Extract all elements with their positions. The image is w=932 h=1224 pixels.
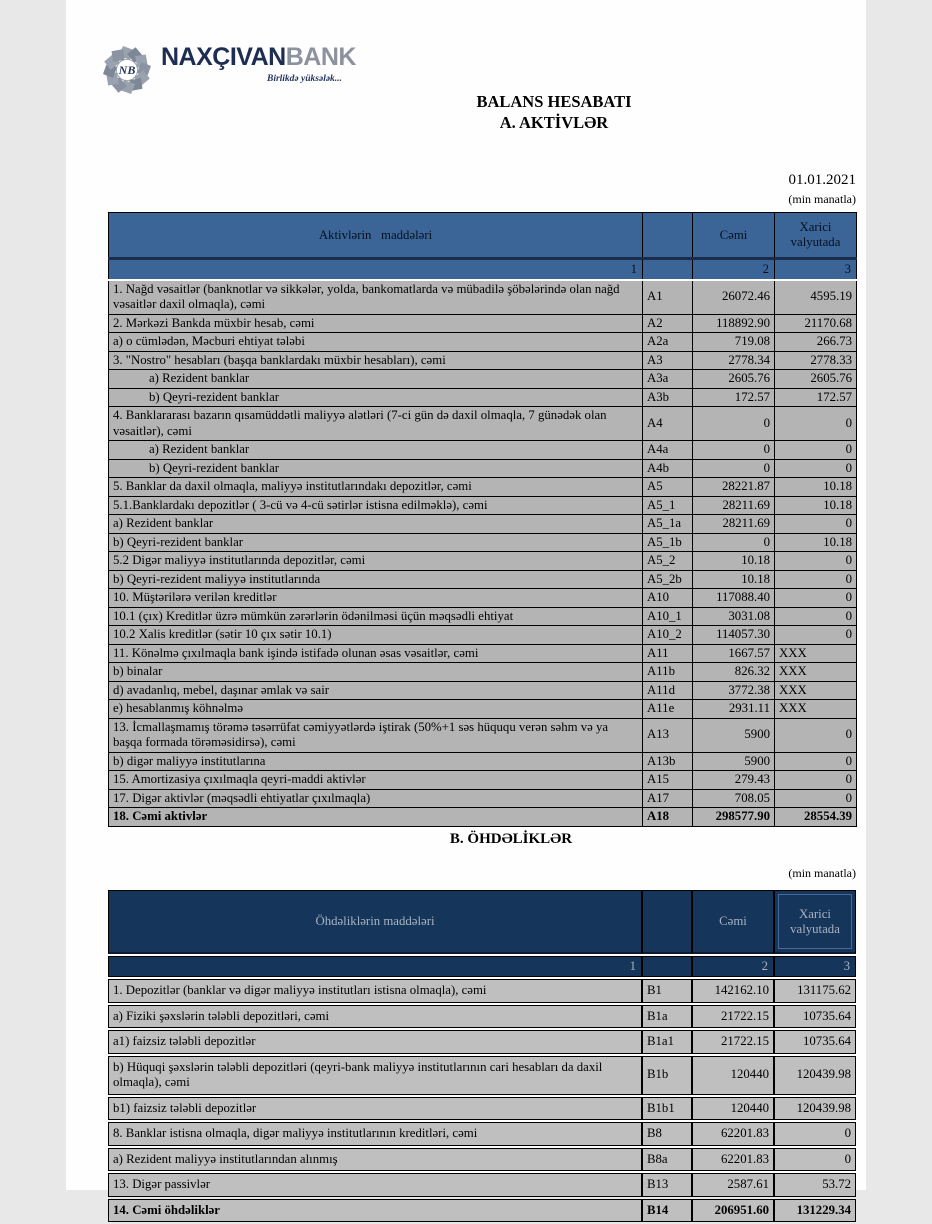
row-code: A5_1: [643, 496, 693, 515]
table-row: [109, 607, 857, 626]
row-total: 172.57: [693, 388, 775, 407]
table-row: [108, 1148, 856, 1172]
row-fx: 4595.19: [775, 280, 857, 315]
table-row: [108, 1199, 856, 1223]
table-row: [108, 979, 856, 1003]
row-label: b) binalar: [109, 663, 643, 682]
row-fx: 2778.33: [775, 351, 857, 370]
row-code: A5_2: [643, 552, 693, 571]
table-row: [109, 333, 857, 352]
row-label: a) Fiziki şəxslərin tələbli depozitləri, cəmi: [108, 1005, 642, 1029]
table-row: [109, 478, 857, 497]
row-fx: 0: [775, 459, 857, 478]
row-code: A2a: [643, 333, 693, 352]
row-total: 0: [693, 459, 775, 478]
assets-header-items: Aktivlərin maddələri: [109, 213, 643, 259]
row-fx: 53.72: [774, 1173, 856, 1197]
table-row: [109, 280, 857, 315]
row-code: A3: [643, 351, 693, 370]
bank-logo: [101, 44, 356, 96]
row-total: 708.05: [693, 789, 775, 808]
table-row: [108, 1030, 856, 1054]
row-label: 5. Banklar da daxil olmaqla, maliyyə institutlarındakı depozitlər, cəmi: [109, 478, 643, 497]
row-label: 1. Depozitlər (banklar və digər maliyyə institutları istisna olmaqla), cəmi: [108, 979, 642, 1003]
row-label: a) Rezident banklar: [109, 441, 643, 460]
table-row: [109, 752, 857, 771]
assets-header-fx: Xarici valyutada: [775, 213, 857, 259]
liabilities-header-total: Cəmi: [692, 890, 774, 954]
row-code: A10: [643, 589, 693, 608]
row-total: 3772.38: [693, 681, 775, 700]
row-fx: 0: [775, 718, 857, 752]
table-row: [109, 388, 857, 407]
row-fx: 0: [775, 752, 857, 771]
row-fx: XXX: [775, 681, 857, 700]
row-code: A11d: [643, 681, 693, 700]
row-total: 2778.34: [693, 351, 775, 370]
table-row: [109, 589, 857, 608]
assets-header-code: [643, 213, 693, 259]
row-total: 117088.40: [693, 589, 775, 608]
row-label: 5.1.Banklardakı depozitlər ( 3-cü və 4-cü sətirlər istisna edilməklə), cəmi: [109, 496, 643, 515]
table-row: [109, 370, 857, 389]
col-number-1: 1: [109, 259, 643, 280]
row-fx: 0: [775, 589, 857, 608]
row-code: A5: [643, 478, 693, 497]
row-total: 298577.90: [693, 808, 775, 827]
row-total: 5900: [693, 718, 775, 752]
row-label: 10.2 Xalis kreditlər (sətir 10 çıx sətir 10.1): [109, 626, 643, 645]
row-label: a) Rezident maliyyə institutlarından alınmış: [108, 1148, 642, 1172]
row-code: A4a: [643, 441, 693, 460]
row-label: d) avadanlıq, mebel, daşınar əmlak və sair: [109, 681, 643, 700]
row-label: 3. "Nostro" hesabları (başqa banklardakı müxbir hesabları), cəmi: [109, 351, 643, 370]
row-total: 62201.83: [692, 1122, 774, 1146]
col-number-3: 3: [775, 259, 857, 280]
row-label: b) Qeyri-rezident banklar: [109, 388, 643, 407]
row-code: A2: [643, 314, 693, 333]
liabilities-table: [108, 888, 856, 1224]
row-fx: 0: [775, 626, 857, 645]
row-label: b1) faizsiz tələbli depozitlər: [108, 1097, 642, 1121]
row-code: A10_1: [643, 607, 693, 626]
row-fx: 10735.64: [774, 1005, 856, 1029]
row-label: b) Qeyri-rezident maliyyə institutlarında: [109, 570, 643, 589]
table-row: [108, 1122, 856, 1146]
bank-name-secondary: BANK: [285, 43, 356, 71]
row-label: 8. Banklar istisna olmaqla, digər maliyyə institutlarının kreditləri, cəmi: [108, 1122, 642, 1146]
row-label: 17. Digər aktivlər (məqsədli ehtiyatlar çıxılmaqla): [109, 789, 643, 808]
row-fx: 172.57: [775, 388, 857, 407]
row-total: 2931.11: [693, 700, 775, 719]
row-code: B8a: [642, 1148, 692, 1172]
row-fx: 0: [775, 789, 857, 808]
row-code: B1: [642, 979, 692, 1003]
row-label: 14. Cəmi öhdəliklər: [108, 1199, 642, 1223]
row-total: 5900: [693, 752, 775, 771]
row-label: a) Rezident banklar: [109, 370, 643, 389]
row-label: 11. Könəlmə çıxılmaqla bank işində istifadə olunan əsas vəsaitlər, cəmi: [109, 644, 643, 663]
table-row: [109, 789, 857, 808]
liabilities-header-code: [642, 890, 692, 954]
row-code: A3b: [643, 388, 693, 407]
table-row: [109, 663, 857, 682]
table-row: [109, 552, 857, 571]
row-code: A4b: [643, 459, 693, 478]
liabilities-section-title: B. ÖHDƏLİKLƏR: [449, 831, 573, 847]
table-row: [109, 496, 857, 515]
row-total: 21722.15: [692, 1005, 774, 1029]
row-code: B1b: [642, 1056, 692, 1095]
liabilities-header-fx: Xarici valyutada: [774, 890, 856, 954]
row-label: b) Qeyri-rezident banklar: [109, 533, 643, 552]
row-code: A11: [643, 644, 693, 663]
row-total: 28221.87: [693, 478, 775, 497]
row-total: 2587.61: [692, 1173, 774, 1197]
row-code: A13: [643, 718, 693, 752]
row-code: A13b: [643, 752, 693, 771]
table-row: [109, 441, 857, 460]
row-total: 1667.57: [693, 644, 775, 663]
row-fx: 10.18: [775, 496, 857, 515]
row-total: 62201.83: [692, 1148, 774, 1172]
table-row: [109, 515, 857, 534]
row-fx: 0: [775, 607, 857, 626]
row-code: B1a: [642, 1005, 692, 1029]
table-row: [109, 351, 857, 370]
table-row: [109, 533, 857, 552]
row-total: 142162.10: [692, 979, 774, 1003]
row-fx: 131175.62: [774, 979, 856, 1003]
unit-note-a: (min manatla): [788, 192, 856, 206]
row-label: a) Rezident banklar: [109, 515, 643, 534]
row-fx: 0: [775, 441, 857, 460]
row-fx: 0: [774, 1148, 856, 1172]
col-number-3: 3: [774, 956, 856, 977]
row-label: 13. Digər passivlər: [108, 1173, 642, 1197]
unit-note-b: (min manatla): [788, 866, 856, 880]
row-code: A3a: [643, 370, 693, 389]
row-label: a1) faizsiz tələbli depozitlər: [108, 1030, 642, 1054]
row-fx: 21170.68: [775, 314, 857, 333]
row-total: 114057.30: [693, 626, 775, 645]
row-code: A5_1b: [643, 533, 693, 552]
row-fx: 10.18: [775, 533, 857, 552]
row-label: 13. İcmallaşmamış törəmə təsərrüfat cəmiyyətlərdə iştirak (50%+1 səs hüququ verən səhm və ya başqa formada törəməsidirsə), cəmi: [109, 718, 643, 752]
table-row: [109, 459, 857, 478]
row-fx: 10735.64: [774, 1030, 856, 1054]
row-code: A11b: [643, 663, 693, 682]
row-total: 3031.08: [693, 607, 775, 626]
table-row: [109, 407, 857, 441]
table-row: [109, 700, 857, 719]
table-row: [109, 644, 857, 663]
row-fx: XXX: [775, 700, 857, 719]
report-date: 01.01.2021: [788, 172, 856, 188]
bank-name: [161, 44, 356, 84]
assets-table-header-row: [109, 213, 857, 259]
row-fx: 120439.98: [774, 1056, 856, 1095]
row-fx: XXX: [775, 663, 857, 682]
liabilities-table-header-row: [108, 890, 856, 954]
row-fx: 10.18: [775, 478, 857, 497]
row-total: 10.18: [693, 570, 775, 589]
row-code: A17: [643, 789, 693, 808]
row-fx: 0: [775, 515, 857, 534]
row-total: 120440: [692, 1056, 774, 1095]
table-row: [109, 771, 857, 790]
row-code: A11e: [643, 700, 693, 719]
row-fx: 0: [775, 552, 857, 571]
row-label: 5.2 Digər maliyyə institutlarında depozitlər, cəmi: [109, 552, 643, 571]
table-row: [108, 1056, 856, 1095]
row-code: A18: [643, 808, 693, 827]
col-number-2: 2: [692, 956, 774, 977]
row-code: B1a1: [642, 1030, 692, 1054]
row-total: 0: [693, 407, 775, 441]
row-fx: 28554.39: [775, 808, 857, 827]
row-fx: 266.73: [775, 333, 857, 352]
row-total: 0: [693, 441, 775, 460]
row-label: b) Qeyri-rezident banklar: [109, 459, 643, 478]
liabilities-column-numbers-row: [108, 956, 856, 977]
row-label: e) hesablanmış köhnəlmə: [109, 700, 643, 719]
row-code: B8: [642, 1122, 692, 1146]
row-total: 120440: [692, 1097, 774, 1121]
row-total: 21722.15: [692, 1030, 774, 1054]
row-total: 10.18: [693, 552, 775, 571]
row-total: 206951.60: [692, 1199, 774, 1223]
row-label: b) digər maliyyə institutlarına: [109, 752, 643, 771]
row-label: 10. Müştərilərə verilən kreditlər: [109, 589, 643, 608]
row-code: B13: [642, 1173, 692, 1197]
bank-tagline: Birlikdə yüksələk...: [266, 73, 342, 84]
row-label: 10.1 (çıx) Kreditlər üzrə mümkün zərərlərin ödənilməsi üçün məqsədli ehtiyat: [109, 607, 643, 626]
bank-emblem-icon: [101, 44, 153, 96]
col-number-code: [642, 956, 692, 977]
row-label: 18. Cəmi aktivlər: [109, 808, 643, 827]
row-fx: 0: [775, 570, 857, 589]
assets-column-numbers-row: [109, 259, 857, 280]
row-total: 826.32: [693, 663, 775, 682]
row-code: A15: [643, 771, 693, 790]
table-row: [109, 314, 857, 333]
row-fx: 131229.34: [774, 1199, 856, 1223]
row-fx: 120439.98: [774, 1097, 856, 1121]
table-row: [109, 681, 857, 700]
table-row: [108, 1097, 856, 1121]
row-total: 26072.46: [693, 280, 775, 315]
assets-table: [108, 212, 857, 827]
doc-title-line1: BALANS HESABATI: [476, 92, 632, 111]
col-number-1: 1: [108, 956, 642, 977]
row-code: B14: [642, 1199, 692, 1223]
table-row: [109, 808, 857, 827]
row-total: 28211.69: [693, 496, 775, 515]
row-code: A5_2b: [643, 570, 693, 589]
row-fx: 0: [774, 1122, 856, 1146]
row-code: A1: [643, 280, 693, 315]
table-row: [109, 570, 857, 589]
row-fx: 2605.76: [775, 370, 857, 389]
row-label: a) o cümlədən, Məcburi ehtiyat tələbi: [109, 333, 643, 352]
row-fx: XXX: [775, 644, 857, 663]
table-row: [108, 1005, 856, 1029]
row-fx: 0: [775, 407, 857, 441]
row-label: b) Hüquqi şəxslərin tələbli depozitləri (qeyri-bank maliyyə institutlarının cari hesabları da daxil olmaqla), cəmi: [108, 1056, 642, 1095]
row-label: 2. Mərkəzi Bankda müxbir hesab, cəmi: [109, 314, 643, 333]
col-number-code: [643, 259, 693, 280]
row-fx: 0: [775, 771, 857, 790]
bank-monogram: NB: [118, 63, 136, 77]
doc-title-line2: A. AKTİVLƏR: [499, 112, 609, 132]
row-code: A10_2: [643, 626, 693, 645]
row-total: 2605.76: [693, 370, 775, 389]
table-row: [109, 626, 857, 645]
assets-header-total: Cəmi: [693, 213, 775, 259]
row-total: 0: [693, 533, 775, 552]
table-row: [109, 718, 857, 752]
row-total: 719.08: [693, 333, 775, 352]
row-code: A4: [643, 407, 693, 441]
row-total: 118892.90: [693, 314, 775, 333]
balance-sheet-page: [66, 0, 866, 1217]
row-label: 1. Nağd vəsaitlər (banknotlar və sikkələr, yolda, bankomatlarda və mübadilə şöbələrində olan nağd vəsaitlər daxil olmaqla), cəmi: [109, 280, 643, 315]
row-code: A5_1a: [643, 515, 693, 534]
bank-name-primary: NAXÇIVAN: [161, 43, 286, 71]
row-label: 4. Banklararası bazarın qısamüddətli maliyyə alətləri (7-ci gün də daxil olmaqla, 7 günədək olan vəsaitlər), cəmi: [109, 407, 643, 441]
row-total: 279.43: [693, 771, 775, 790]
liabilities-header-items: Öhdəliklərin maddələri: [108, 890, 642, 954]
table-row: [108, 1173, 856, 1197]
col-number-2: 2: [693, 259, 775, 280]
document-title: [154, 92, 932, 133]
row-label: 15. Amortizasiya çıxılmaqla qeyri-maddi aktivlər: [109, 771, 643, 790]
row-code: B1b1: [642, 1097, 692, 1121]
row-total: 28211.69: [693, 515, 775, 534]
